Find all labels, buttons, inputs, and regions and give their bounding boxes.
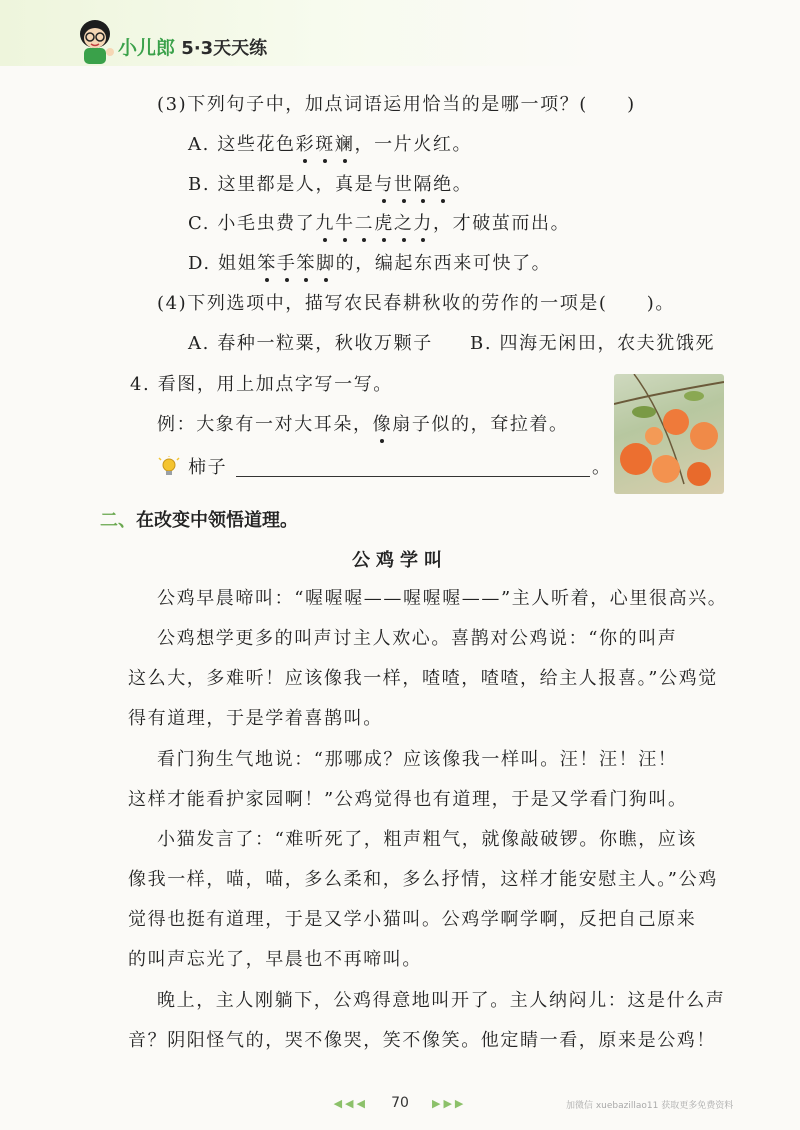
q4-option-a: A. 春种一粒粟，秋收万颗子	[188, 333, 433, 354]
dotted-char: 脚	[316, 251, 336, 277]
q3-option-d: D. 姐姐笨手笨脚的，编起东西来可快了。	[188, 251, 551, 277]
dotted-char: 之	[394, 211, 414, 237]
persimmon-photo	[614, 374, 724, 494]
q3-option-a: A. 这些花色彩斑斓，一片火红。	[188, 132, 472, 158]
boy-mascot-icon	[72, 14, 118, 66]
dotted-phrase	[296, 134, 355, 155]
story-line: 公鸡想学更多的叫声讨主人欢心。喜鹊对公鸡说：“你的叫声	[157, 628, 678, 649]
dotted-char: 牛	[335, 211, 355, 237]
story-line: 公鸡早晨啼叫：“喔喔喔——喔喔喔——”主人听着，心里很高兴。	[157, 588, 728, 609]
dotted-char: 手	[277, 251, 297, 277]
section-heading	[100, 506, 298, 532]
story-line: 看门狗生气地说：“那哪成？应该像我一样叫。汪！汪！汪！	[157, 749, 678, 770]
persimmon-icon	[614, 374, 724, 494]
task4-stem: 4. 看图，用上加点字写一写。	[130, 374, 393, 395]
story-line: 音？阴阳怪气的，哭不像哭，笑不像笑。他定睛一看，原来是公鸡！	[128, 1030, 716, 1051]
dotted-char: 绝	[433, 172, 453, 198]
answer-end: 。	[592, 457, 612, 478]
story-line: 小猫发言了：“难听死了，粗声粗气，就像敲破锣。你瞧，应该	[157, 829, 697, 850]
story-line: 得有道理，于是学着喜鹊叫。	[128, 708, 383, 729]
q3-stem: (3)下列句子中，加点词语运用恰当的是哪一项？( )	[157, 94, 636, 115]
lightbulb-icon	[158, 456, 180, 478]
q3-option-c: C. 小毛虫费了九牛二虎之力，才破茧而出。	[188, 211, 570, 237]
dotted-char: 虎	[374, 211, 394, 237]
dotted-char: 斑	[315, 132, 335, 158]
story-title: 公鸡学叫	[352, 550, 448, 571]
dotted-char: 九	[315, 211, 335, 237]
right-arrows-icon: ▶▶▶	[432, 1097, 467, 1110]
story-line: 觉得也挺有道理，于是又学小猫叫。公鸡学啊学啊，反把自己原来	[128, 909, 697, 930]
story-line: 晚上，主人刚躺下，公鸡得意地叫开了。主人纳闷儿：这是什么声	[157, 990, 726, 1011]
task4-example: 例：大象有一对大耳朵，像扇子似的，耷拉着。	[157, 412, 569, 438]
page-number: 70	[391, 1095, 409, 1111]
dotted-phrase	[315, 213, 433, 234]
q3-option-b: B. 这里都是人，真是与世隔绝。	[188, 172, 472, 198]
dotted-char: 世	[394, 172, 414, 198]
story-line: 像我一样，喵，喵，多么柔和，多么抒情，这样才能安慰主人。”公鸡	[128, 869, 718, 890]
dotted-phrase	[374, 174, 452, 195]
section-title: 在改变中领悟道理。	[136, 510, 298, 531]
section-number: 二、	[100, 510, 136, 531]
brand-series: 5·3天天练	[181, 38, 268, 59]
dotted-char: 像	[373, 412, 393, 438]
q4-option-b: B. 四海无闲田，农夫犹饿死	[470, 333, 716, 354]
dotted-char: 笨	[296, 251, 316, 277]
left-arrows-icon: ◀◀◀	[333, 1097, 368, 1110]
dotted-char: 与	[374, 172, 394, 198]
brand-title	[118, 33, 267, 60]
dotted-char: 斓	[335, 132, 355, 158]
dotted-char: 二	[355, 211, 375, 237]
story-line: 这么大，多难听！应该像我一样，喳喳，喳喳，给主人报喜。”公鸡觉	[128, 668, 718, 689]
answer-blank[interactable]	[236, 476, 590, 477]
story-line: 这样才能看护家园啊！”公鸡觉得也有道理，于是又学看门狗叫。	[128, 789, 688, 810]
story-line: 的叫声忘光了，早晨也不再啼叫。	[128, 949, 422, 970]
brand-name: 小儿郎	[118, 37, 176, 59]
dotted-char: 彩	[296, 132, 316, 158]
answer-label: 柿子	[188, 457, 228, 478]
watermark-text: 加微信 xuebazillao11 获取更多免费资料	[566, 1101, 734, 1111]
dotted-char: 力	[413, 211, 433, 237]
dotted-char	[373, 414, 393, 435]
dotted-char: 隔	[414, 172, 434, 198]
dotted-char: 笨	[257, 251, 277, 277]
dotted-phrase	[257, 253, 335, 274]
q4-stem: (4)下列选项中，描写农民春耕秋收的劳作的一项是( )。	[157, 293, 675, 314]
